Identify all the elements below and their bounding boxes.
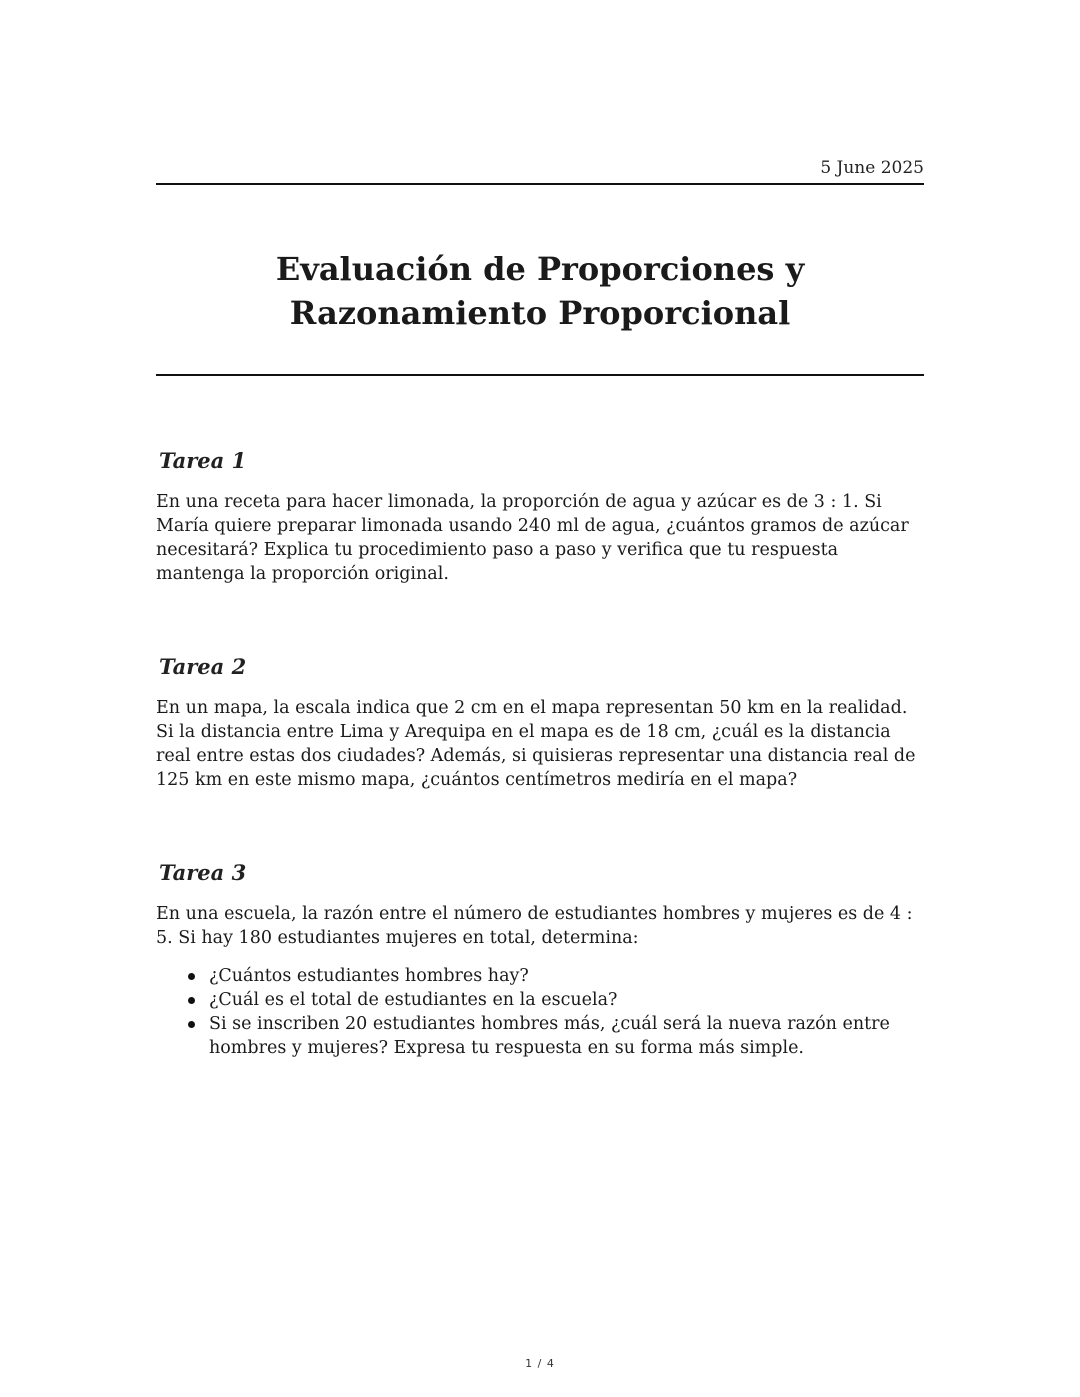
task-heading: Tarea 2 <box>159 654 247 679</box>
header-rule <box>156 183 924 185</box>
bullet-icon <box>188 997 195 1004</box>
list-item-text: Si se inscriben 20 estudiantes hombres más, ¿cuál será la nueva razón entre hombres y mujeres? Expresa tu respuesta en su forma más simple. <box>209 1014 890 1058</box>
task-text: En un mapa, la escala indica que 2 cm en el mapa representan 50 km en la realidad. Si la distancia entre Lima y Arequipa en el mapa es de 18 cm, ¿cuál es la distancia real entre estas dos ciudades? Además, si quisieras representar una distancia real de 125 km en este mismo mapa, ¿cuántos centímetros mediría en el mapa? <box>156 698 916 790</box>
bullet-icon <box>188 973 195 980</box>
bullet-icon <box>188 1021 195 1028</box>
task-1 <box>156 448 924 586</box>
title-rule <box>156 374 924 376</box>
task-text: En una escuela, la razón entre el número de estudiantes hombres y mujeres es de 4 : 5. Si hay 180 estudiantes mujeres en total, determina: <box>156 904 913 948</box>
task-text: En una receta para hacer limonada, la proporción de agua y azúcar es de 3 : 1. Si María quiere preparar limonada usando 240 ml de agua, ¿cuántos gramos de azúcar necesitará? Explica tu procedimiento paso a paso y verifica que tu respuesta mantenga la proporción original. <box>156 492 909 584</box>
list-item-text: ¿Cuál es el total de estudiantes en la escuela? <box>209 990 618 1010</box>
task-heading: Tarea 1 <box>159 448 247 473</box>
document-title: Evaluación de Proporciones y Razonamiento Proporcional <box>275 250 805 333</box>
list-item-text: ¿Cuántos estudiantes hombres hay? <box>209 966 529 986</box>
list-item <box>209 1012 924 1060</box>
task-3 <box>156 860 924 1060</box>
question-list <box>156 964 924 1060</box>
list-item <box>209 964 924 988</box>
page-number: 1 / 4 <box>525 1357 555 1370</box>
task-2 <box>156 654 924 792</box>
document-date: 5 June 2025 <box>820 158 924 178</box>
task-heading: Tarea 3 <box>159 860 247 885</box>
list-item <box>209 988 924 1012</box>
